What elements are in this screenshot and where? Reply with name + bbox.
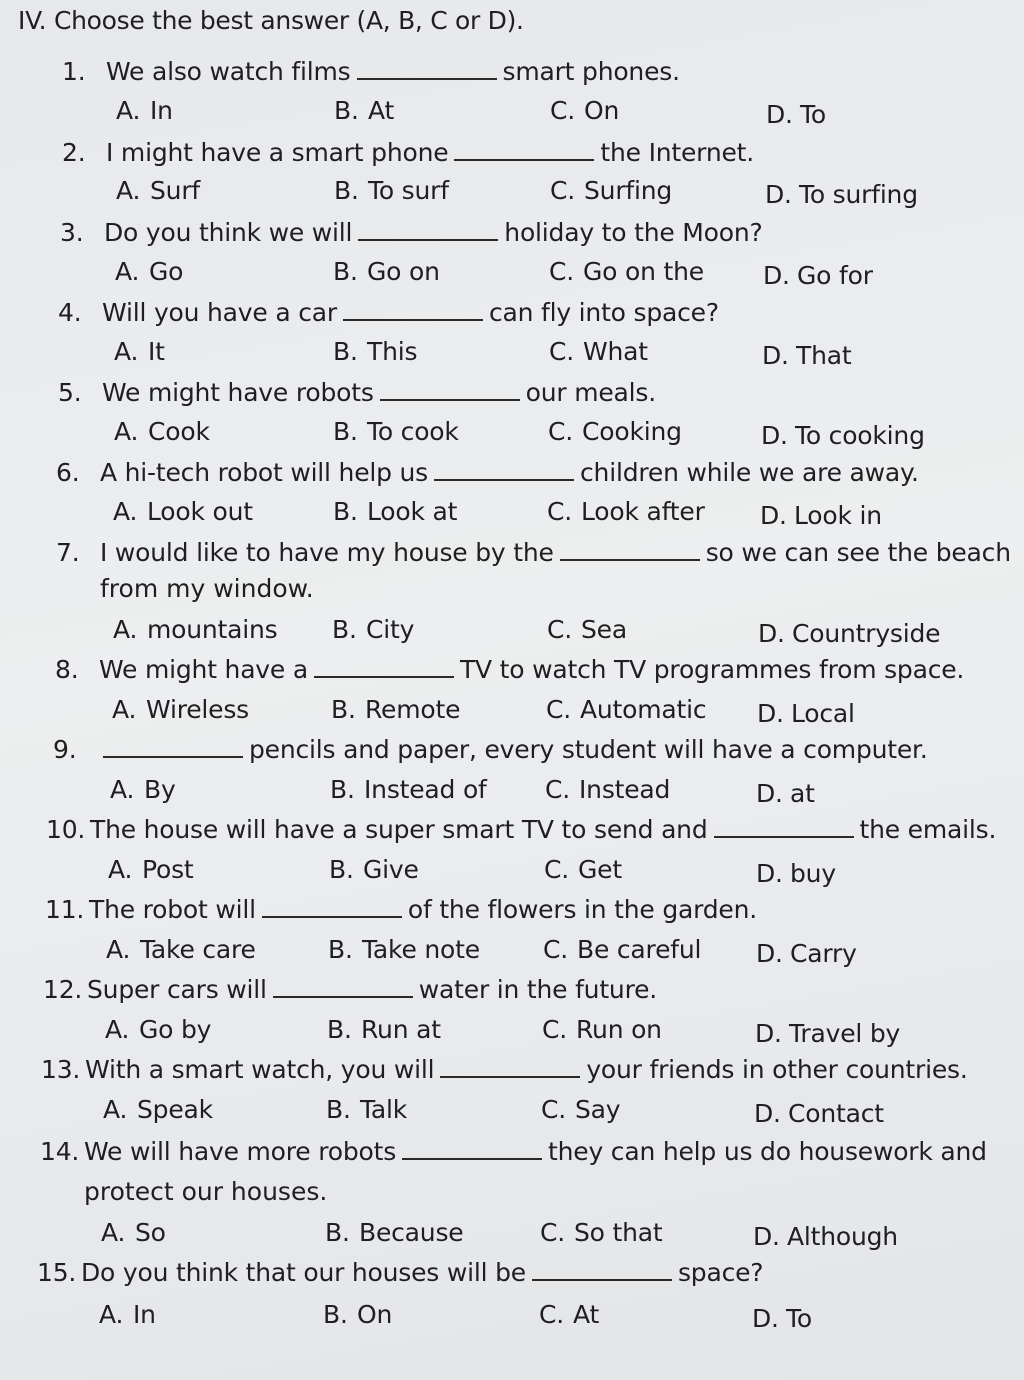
option-text: Remote [365, 695, 461, 724]
answer-option-b[interactable] [333, 257, 440, 286]
option-letter: B. [326, 1095, 351, 1124]
option-text: mountains [147, 615, 278, 644]
question-text-before: I might have a smart phone [106, 138, 449, 167]
option-text: To surfing [799, 180, 918, 209]
question-text-before: Super cars will [87, 975, 267, 1004]
question-text-before: We might have robots [102, 378, 374, 407]
option-text: So [135, 1218, 166, 1247]
option-text: Because [359, 1218, 464, 1247]
option-letter: A. [112, 695, 137, 724]
answer-blank [103, 738, 243, 758]
question-text-before: I would like to have my house by the [100, 538, 554, 567]
option-text: Look at [367, 497, 458, 526]
question-number: 1. [62, 57, 86, 86]
answer-option-b[interactable] [328, 935, 480, 964]
answer-blank [532, 1261, 672, 1281]
option-text: Sea [581, 615, 627, 644]
question-text-after: the Internet. [600, 138, 754, 167]
question-stem [46, 815, 996, 844]
option-text: Countryside [792, 619, 941, 648]
option-text: To surf [368, 176, 449, 205]
answer-option-c[interactable] [550, 96, 619, 125]
option-letter: B. [323, 1300, 348, 1329]
option-letter: C. [544, 855, 570, 884]
question-text-before: The house will have a super smart TV to send and [90, 815, 708, 844]
answer-option-c[interactable] [543, 935, 701, 964]
option-text: Instead [579, 775, 671, 804]
answer-option-b[interactable] [323, 1300, 392, 1329]
question-stem [62, 57, 680, 86]
question-text-before: We might have a [99, 655, 308, 684]
question-stem [40, 1137, 987, 1166]
option-text: By [144, 775, 176, 804]
option-letter: D. [756, 779, 783, 808]
question-number: 9. [53, 735, 77, 764]
answer-option-a[interactable] [110, 775, 176, 804]
option-text: Run at [361, 1015, 441, 1044]
option-letter: D. [753, 1222, 780, 1251]
option-letter: D. [756, 939, 783, 968]
answer-option-a[interactable] [114, 417, 210, 446]
option-letter: C. [547, 615, 573, 644]
option-text: Take note [362, 935, 480, 964]
option-text: To cooking [795, 421, 925, 450]
question-text-before: With a smart watch, you will [85, 1055, 435, 1084]
option-text: That [796, 341, 852, 370]
option-letter: C. [540, 1218, 566, 1247]
answer-option-d[interactable] [752, 1304, 812, 1333]
option-letter: A. [113, 497, 138, 526]
answer-option-d[interactable] [757, 699, 855, 728]
answer-option-d[interactable] [756, 939, 857, 968]
answer-option-a[interactable] [113, 497, 253, 526]
answer-option-b[interactable] [334, 176, 449, 205]
option-letter: C. [550, 96, 576, 125]
option-text: Carry [790, 939, 857, 968]
option-letter: C. [549, 337, 575, 366]
answer-option-c[interactable] [550, 176, 672, 205]
answer-option-c[interactable] [542, 1015, 662, 1044]
question-number: 5. [58, 378, 82, 407]
option-letter: B. [329, 855, 354, 884]
question-stem [43, 975, 657, 1004]
question-stem [58, 378, 656, 407]
option-text: Post [142, 855, 194, 884]
question-number: 11. [45, 895, 85, 924]
question-stem [62, 138, 754, 167]
option-letter: A. [113, 615, 138, 644]
question-text-after: children while we are away. [580, 458, 919, 487]
option-text: To [786, 1304, 812, 1333]
answer-option-d[interactable] [753, 1222, 898, 1251]
question-text-before: Do you think that our houses will be [81, 1258, 526, 1287]
option-text: Although [787, 1222, 898, 1251]
answer-option-d[interactable] [761, 421, 925, 450]
question-number: 4. [58, 298, 82, 327]
answer-option-d[interactable] [766, 100, 826, 129]
question-number: 8. [55, 655, 79, 684]
answer-option-b[interactable] [326, 1095, 407, 1124]
option-text: On [584, 96, 620, 125]
question-text-before: We will have more robots [84, 1137, 397, 1166]
option-text: Say [575, 1095, 621, 1124]
answer-option-a[interactable] [101, 1218, 166, 1247]
option-letter: C. [539, 1300, 565, 1329]
answer-option-c[interactable] [539, 1300, 599, 1329]
option-text: What [583, 337, 648, 366]
option-letter: D. [763, 261, 790, 290]
question-text-after: water in the future. [418, 975, 658, 1004]
option-letter: D. [760, 501, 787, 530]
option-text: Go on the [583, 257, 704, 286]
answer-option-a[interactable] [114, 337, 165, 366]
answer-option-c[interactable] [549, 337, 648, 366]
question-stem [60, 218, 763, 247]
question-number: 6. [56, 458, 80, 487]
option-text: Speak [137, 1095, 213, 1124]
option-letter: A. [101, 1218, 126, 1247]
option-letter: A. [108, 855, 133, 884]
option-letter: C. [550, 176, 576, 205]
answer-option-d[interactable] [758, 619, 940, 648]
answer-blank [402, 1140, 542, 1160]
option-letter: A. [105, 1015, 130, 1044]
option-text: At [573, 1300, 600, 1329]
answer-option-d[interactable] [756, 859, 836, 888]
option-letter: D. [754, 1099, 781, 1128]
option-letter: A. [106, 935, 131, 964]
answer-option-a[interactable] [112, 695, 249, 724]
question-stem [58, 298, 719, 327]
answer-option-d[interactable] [760, 501, 882, 530]
option-text: Wireless [146, 695, 250, 724]
answer-blank [380, 381, 520, 401]
option-text: City [366, 615, 415, 644]
answer-blank [358, 221, 498, 241]
option-letter: B. [331, 695, 356, 724]
answer-option-a[interactable] [115, 257, 183, 286]
answer-option-c[interactable] [541, 1095, 620, 1124]
option-text: Surf [150, 176, 200, 205]
answer-option-a[interactable] [116, 176, 200, 205]
option-letter: D. [752, 1304, 779, 1333]
question-stem [56, 458, 919, 487]
answer-option-c[interactable] [544, 855, 622, 884]
answer-option-a[interactable] [105, 1015, 211, 1044]
question-text-before: A hi-tech robot will help us [100, 458, 429, 487]
question-text-after: they can help us do housework and [548, 1137, 987, 1166]
option-letter: B. [333, 337, 358, 366]
question-number: 2. [62, 138, 86, 167]
question-text-after: space? [677, 1258, 764, 1287]
option-letter: C. [542, 1015, 568, 1044]
option-text: To cook [367, 417, 459, 446]
option-letter: C. [543, 935, 569, 964]
option-letter: B. [333, 417, 358, 446]
option-letter: C. [547, 497, 573, 526]
option-text: To [800, 100, 826, 129]
answer-option-b[interactable] [332, 615, 414, 644]
question-number: 13. [41, 1055, 81, 1084]
option-letter: D. [758, 619, 785, 648]
option-text: It [148, 337, 165, 366]
option-text: Go [149, 257, 184, 286]
option-text: Look after [581, 497, 705, 526]
question-text-before: Will you have a car [102, 298, 337, 327]
answer-blank [357, 60, 497, 80]
option-letter: B. [332, 615, 357, 644]
option-letter: D. [762, 341, 789, 370]
answer-option-b[interactable] [327, 1015, 441, 1044]
answer-blank [714, 818, 854, 838]
option-text: Contact [788, 1099, 884, 1128]
option-text: Go by [139, 1015, 212, 1044]
option-letter: B. [325, 1218, 350, 1247]
option-letter: B. [333, 257, 358, 286]
option-letter: C. [549, 257, 575, 286]
answer-option-b[interactable] [329, 855, 419, 884]
option-letter: C. [548, 417, 574, 446]
answer-option-d[interactable] [762, 341, 851, 370]
option-text: Go for [797, 261, 873, 290]
option-text: Look in [794, 501, 882, 530]
question-text-continued: from my window. [100, 574, 314, 603]
option-text: Travel by [789, 1019, 901, 1048]
option-letter: A. [116, 176, 141, 205]
option-letter: A. [114, 337, 139, 366]
question-text-after: of the flowers in the garden. [407, 895, 757, 924]
option-letter: D. [765, 180, 792, 209]
question-text-before: The robot will [89, 895, 256, 924]
question-text-continued: protect our houses. [84, 1177, 328, 1206]
option-letter: B. [334, 96, 359, 125]
question-number: 14. [40, 1137, 80, 1166]
answer-option-c[interactable] [540, 1218, 662, 1247]
question-stem [41, 1055, 968, 1084]
option-text: Automatic [580, 695, 707, 724]
answer-option-b[interactable] [330, 775, 487, 804]
option-letter: A. [116, 96, 141, 125]
question-text-after: smart phones. [502, 57, 680, 86]
answer-option-d[interactable] [755, 1019, 900, 1048]
option-text: at [790, 779, 815, 808]
question-number: 15. [37, 1258, 77, 1287]
question-text-after: the emails. [859, 815, 997, 844]
question-text-after: your friends in other countries. [586, 1055, 968, 1084]
answer-option-a[interactable] [108, 855, 194, 884]
answer-option-a[interactable] [103, 1095, 213, 1124]
answer-option-b[interactable] [331, 695, 460, 724]
answer-option-d[interactable] [754, 1099, 884, 1128]
option-letter: D. [756, 859, 783, 888]
option-text: Surfing [584, 176, 673, 205]
option-text: At [368, 96, 395, 125]
option-text: Give [363, 855, 419, 884]
question-text-before: We also watch films [106, 57, 351, 86]
section-title: IV. Choose the best answer (A, B, C or D). [18, 6, 524, 35]
option-letter: A. [99, 1300, 124, 1329]
option-letter: A. [110, 775, 135, 804]
answer-option-c[interactable] [547, 497, 705, 526]
question-stem [55, 655, 964, 684]
option-text: In [150, 96, 173, 125]
answer-option-a[interactable] [99, 1300, 156, 1329]
option-letter: D. [761, 421, 788, 450]
option-letter: C. [545, 775, 571, 804]
option-text: So that [574, 1218, 663, 1247]
option-letter: A. [115, 257, 140, 286]
option-text: Instead of [364, 775, 487, 804]
answer-blank [314, 658, 454, 678]
option-text: buy [790, 859, 836, 888]
option-text: This [367, 337, 418, 366]
option-text: In [133, 1300, 156, 1329]
option-letter: B. [334, 176, 359, 205]
option-text: On [357, 1300, 393, 1329]
question-text-after: holiday to the Moon? [504, 218, 763, 247]
question-number: 12. [43, 975, 83, 1004]
question-text-after: our meals. [525, 378, 656, 407]
answer-option-b[interactable] [334, 96, 394, 125]
option-text: Get [578, 855, 622, 884]
option-letter: C. [546, 695, 572, 724]
question-stem [37, 1258, 763, 1287]
question-text-after: TV to watch TV programmes from space. [459, 655, 965, 684]
answer-blank [262, 898, 402, 918]
answer-option-b[interactable] [333, 417, 459, 446]
option-text: Go on [367, 257, 440, 286]
option-text: Talk [360, 1095, 408, 1124]
option-text: Take care [140, 935, 256, 964]
answer-blank [434, 461, 574, 481]
option-letter: B. [327, 1015, 352, 1044]
question-stem [53, 735, 928, 764]
option-letter: A. [103, 1095, 128, 1124]
option-letter: D. [755, 1019, 782, 1048]
option-letter: D. [757, 699, 784, 728]
option-letter: C. [541, 1095, 567, 1124]
option-letter: B. [330, 775, 355, 804]
answer-option-c[interactable] [546, 695, 706, 724]
answer-option-b[interactable] [333, 337, 417, 366]
answer-blank [560, 541, 700, 561]
answer-option-a[interactable] [113, 615, 277, 644]
option-letter: B. [328, 935, 353, 964]
option-text: Run on [576, 1015, 662, 1044]
answer-option-a[interactable] [106, 935, 256, 964]
answer-option-d[interactable] [765, 180, 918, 209]
question-number: 10. [46, 815, 86, 844]
option-text: Cooking [582, 417, 682, 446]
answer-option-c[interactable] [547, 615, 627, 644]
answer-blank [454, 141, 594, 161]
option-letter: D. [766, 100, 793, 129]
answer-blank [273, 978, 413, 998]
question-stem [45, 895, 757, 924]
answer-option-b[interactable] [325, 1218, 463, 1247]
question-text-after: so we can see the beach [705, 538, 1011, 567]
option-letter: B. [333, 497, 358, 526]
question-text-after: pencils and paper, every student will have a computer. [249, 735, 928, 764]
answer-option-c[interactable] [548, 417, 682, 446]
answer-option-a[interactable] [116, 96, 173, 125]
option-text: Local [791, 699, 855, 728]
answer-option-d[interactable] [763, 261, 873, 290]
option-letter: A. [114, 417, 139, 446]
option-text: Cook [148, 417, 210, 446]
answer-option-d[interactable] [756, 779, 815, 808]
answer-option-b[interactable] [333, 497, 457, 526]
question-text-after: can fly into space? [488, 298, 719, 327]
option-text: Look out [147, 497, 253, 526]
question-text-before: Do you think we will [104, 218, 353, 247]
question-stem [56, 538, 1011, 567]
question-number: 7. [56, 538, 80, 567]
answer-blank [440, 1058, 580, 1078]
answer-option-c[interactable] [549, 257, 704, 286]
question-number: 3. [60, 218, 84, 247]
option-text: Be careful [577, 935, 702, 964]
answer-option-c[interactable] [545, 775, 670, 804]
answer-blank [343, 301, 483, 321]
